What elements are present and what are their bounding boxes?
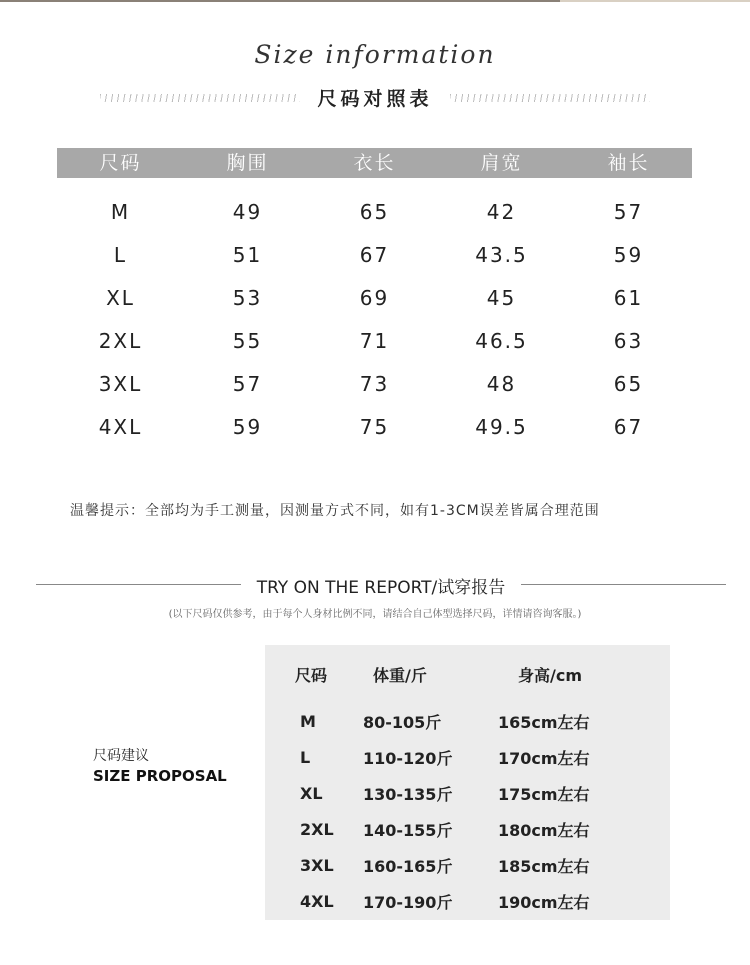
try-on-section-header — [36, 573, 726, 597]
proposal-cell: 130-135斤 — [363, 784, 453, 804]
table-row — [57, 320, 692, 363]
proposal-cell: 2XL — [300, 819, 334, 839]
table-cell: 59 — [232, 415, 263, 439]
proposal-cell: 170-190斤 — [363, 892, 453, 912]
table-cell: 2XL — [98, 329, 143, 353]
table-row — [57, 277, 692, 320]
table-cell: 57 — [613, 200, 644, 224]
header-cell-sleeve: 袖长 — [607, 152, 650, 174]
proposal-cell: 185cm左右 — [498, 856, 590, 876]
try-on-disclaimer: (以下尺码仅供参考，由于每个人身材比例不同，请结合自己体型选择尺码，详情请咨询客服。) — [168, 609, 582, 620]
decorative-ticks-right — [450, 94, 650, 102]
proposal-cell: M — [300, 711, 316, 731]
table-cell: 3XL — [98, 372, 143, 396]
table-cell: 49 — [232, 200, 263, 224]
table-cell: 61 — [613, 286, 644, 310]
measurement-note: 温馨提示：全部均为手工测量，因测量方式不同，如有1-3CM误差皆属合理范围 — [70, 503, 600, 519]
table-cell: 53 — [232, 286, 263, 310]
size-proposal-label-cn: 尺码建议 — [93, 748, 149, 764]
table-cell: 4XL — [98, 415, 143, 439]
table-cell: 67 — [359, 243, 390, 267]
proposal-row — [265, 775, 670, 811]
table-cell: 46.5 — [475, 329, 528, 353]
table-cell: 42 — [486, 200, 517, 224]
proposal-cell: 4XL — [300, 891, 334, 911]
proposal-cell: XL — [300, 783, 323, 803]
size-chart-table — [57, 148, 692, 449]
size-table-header — [57, 148, 692, 178]
proposal-cell: 140-155斤 — [363, 820, 453, 840]
table-cell: 45 — [486, 286, 517, 310]
table-cell: XL — [106, 286, 135, 310]
table-cell: L — [113, 243, 128, 267]
divider-left — [36, 584, 241, 585]
proposal-cell: 180cm左右 — [498, 820, 590, 840]
table-cell: 67 — [613, 415, 644, 439]
table-cell: 55 — [232, 329, 263, 353]
proposal-cell: 175cm左右 — [498, 784, 590, 804]
header-cell-shoulder: 肩宽 — [480, 152, 523, 174]
page-title: 尺码对照表 — [317, 88, 433, 110]
table-cell: 43.5 — [475, 243, 528, 267]
cn-title-row — [100, 84, 650, 108]
try-on-title: TRY ON THE REPORT/试穿报告 — [256, 578, 506, 598]
proposal-row — [265, 847, 670, 883]
table-cell: 65 — [613, 372, 644, 396]
proposal-header-height: 身高/cm — [518, 665, 583, 685]
table-cell: 51 — [232, 243, 263, 267]
size-proposal-label-en: SIZE PROPOSAL — [93, 767, 227, 785]
proposal-cell: 165cm左右 — [498, 712, 590, 732]
table-cell: 75 — [359, 415, 390, 439]
proposal-table-header — [265, 645, 670, 703]
proposal-cell: 170cm左右 — [498, 748, 590, 768]
table-cell: 49.5 — [475, 415, 528, 439]
table-cell: 57 — [232, 372, 263, 396]
table-cell: 69 — [359, 286, 390, 310]
top-border-line — [0, 0, 750, 2]
proposal-row — [265, 703, 670, 739]
divider-right — [521, 584, 726, 585]
proposal-cell: 160-165斤 — [363, 856, 453, 876]
header-cell-size: 尺码 — [99, 152, 142, 174]
table-row — [57, 363, 692, 406]
decorative-ticks-left — [100, 94, 300, 102]
proposal-cell: 80-105斤 — [363, 712, 442, 732]
proposal-cell: 3XL — [300, 855, 334, 875]
table-row — [57, 406, 692, 449]
proposal-cell: 110-120斤 — [363, 748, 453, 768]
table-row — [57, 234, 692, 277]
size-proposal-table — [265, 645, 670, 920]
table-cell: 71 — [359, 329, 390, 353]
proposal-cell: L — [300, 747, 311, 767]
header-cell-chest: 胸围 — [226, 152, 269, 174]
proposal-header-size: 尺码 — [295, 665, 328, 685]
table-cell: M — [110, 200, 131, 224]
table-cell: 63 — [613, 329, 644, 353]
proposal-row — [265, 811, 670, 847]
proposal-row — [265, 739, 670, 775]
table-row — [57, 191, 692, 234]
table-cell: 65 — [359, 200, 390, 224]
proposal-row — [265, 883, 670, 919]
size-proposal-label — [93, 746, 227, 786]
script-title: Size information — [254, 40, 496, 69]
table-cell: 73 — [359, 372, 390, 396]
header-cell-length: 衣长 — [353, 152, 396, 174]
proposal-cell: 190cm左右 — [498, 892, 590, 912]
table-cell: 59 — [613, 243, 644, 267]
table-cell: 48 — [486, 372, 517, 396]
proposal-header-weight: 体重/斤 — [373, 665, 427, 685]
